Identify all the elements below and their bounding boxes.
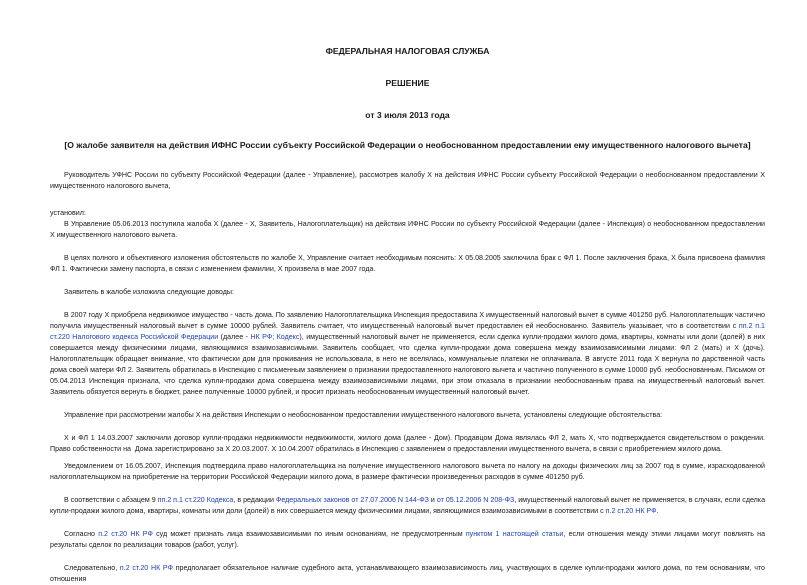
link-nk-220[interactable]: пп.2 п.1 ст.220 Налогового кодекса Российской Федерации [50,322,766,341]
link-p2-st20-conclusion[interactable]: п.2 ст.20 НК РФ [119,564,173,572]
paragraph-circumstances-intro: Управление при рассмотрении жалобы X на действия Инспекции о необоснованном предоставлении имущественного налогового вычета, установлены следующие обстоятельства: [64,411,663,419]
paragraph-arguments-intro: Заявитель в жалобе изложила следующие доводы: [64,288,234,296]
established-label: установил: [50,209,86,217]
paragraph-notification: Уведомлением от 16.05.2007, Инспекция подтвердила право налогоплательщика на получение имущественного налогового вычета по налогу на доходы физических лиц за 2007 год в сумме, израсходованной налогоплательщиком на приобретение на территории Российской Федерации жилого дома, в размере фактически произведенных расходов в сумме 401250 руб. [50,462,765,481]
link-p2-st20[interactable]: п.2 ст.20 НК РФ [605,507,657,515]
paragraph-complaint: В Управление 05.06.2013 поступила жалоба X (далее - X, Заявитель, Налогоплательщик) на действия ИФНС России по субъекту Российской Федерации (далее - Инспекция) о необоснованном предоставлении X имущественного налогового вычета. [50,220,765,239]
document-title: [О жалобе заявителя на действия ИФНС России субъекту Российской Федерации о необоснованном предоставлении ему имущественного налогового вычета] [64,140,751,150]
link-fz-208[interactable]: от 05.12.2006 N 208-ФЗ [436,496,515,504]
agency-name: ФЕДЕРАЛЬНАЯ НАЛОГОВАЯ СЛУЖБА [325,46,490,56]
link-nk-rf[interactable]: НК РФ; Кодекс [250,333,300,341]
document-type: РЕШЕНИЕ [385,78,430,88]
paragraph-explanation: В целях полного и объективного изложения обстоятельств по жалобе X, Управление считает необходимым пояснить: X 05.08.2005 заключила брак с ФЛ 1. После заключения брака, X была присвоена фамилия ФЛ 1. Фактически замену паспорта, в связи с изменением фамилии, X произвела в мае 2007 года. [50,254,765,273]
link-pp2-p1-st220[interactable]: пп.2 п.1 ст.220 Кодекса [157,496,234,504]
link-p2-st20-court[interactable]: п.2 ст.20 НК РФ [98,530,153,538]
document-body [50,170,765,585]
document-date: от 3 июля 2013 года [365,110,450,120]
paragraph-law-220: В соответствии с абзацем 9 пп.2 п.1 ст.220 Кодекса, в редакции Федеральных законов от 27.07.2006 N 144-ФЗ и от 05.12.2006 N 208-ФЗ, имущественный налоговый вычет не применяется, в случаях, если сделка купли-продажи жилого дома, квартиры, комнаты или доли (долей) в них совершается между физическими лицами, являющимися взаимозависимыми в соответствии с п.2 ст.20 НК РФ. [50,496,766,515]
link-fz-144[interactable]: Федеральных законов от 27.07.2006 N 144-ФЗ [275,496,429,504]
link-p1-article[interactable]: пунктом 1 настоящей статьи [465,530,564,538]
paragraph-intro: Руководитель УФНС России по субъекту Российской Федерации (далее - Управление), рассмотрев жалобу X на действия ИФНС России субъекту Российской Федерации о необоснованном предоставлении X имущественного налогового вычета, [50,171,765,190]
paragraph-court: Согласно п.2 ст.20 НК РФ суд может признать лица взаимозависимыми по иным основаниям, не предусмотренным пунктом 1 настоящей статьи, если отношения между этими лицами могут повлиять на результаты сделок по реализации товаров (работ, услуг). [50,530,766,549]
paragraph-conclusion: Следовательно, п.2 ст.20 НК РФ предполагает обязательное наличие судебного акта, устанавливающего взаимозависимость лиц, участвующих в сделке купли-продажи жилого дома, по тем основаниям, что отношения [50,564,766,583]
paragraph-arguments: В 2007 году X приобрела недвижимое имущество - часть дома. По заявлению Налогоплательщика Инспекция предоставила X имущественный налоговый вычет в сумме 401250 руб. Налогоплательщик частично получила имущественный налоговый вычет в сумме 10000 рублей. Заявитель считает, что имущественный налоговый вычет предоставлен ей необоснованно. Заявитель указывает, что в соответствии с пп.2 п.1 ст.220 Налогового кодекса Российской Федерации (далее - НК РФ; Кодекс), имущественный налоговый вычет не применяется, если сделка купли-продажи жилого дома, квартиры, комнаты или доли (долей) в них совершается между физическими лицами, являющимися взаимозависимыми. Заявитель сообщает, что сделка купли-продажи дома совершена между взаимозависимыми лицами: ФЛ 2 (мать) и X (дочь). Налогоплательщик обращает внимание, что фактически дом для проживания не использовала, в него не вселялась, коммунальные платежи не оплачивала. В августе 2011 года X вернула по дарственной часть дома своей матери ФЛ 2. Заявитель обратилась в Инспекцию с письменным заявлением о признании предоставленного налогового вычета и частично полученного в сумме 10000 руб. необоснованным. Письмом от 05.04.2013 Инспекция признала, что сделка купли-продажи дома совершена между взаимозависимыми лицами, при этом отказала в признании необоснованным права на имущественный налоговый вычет. Заявитель обязуется вернуть в бюджет, ранее полученные 10000 рублей, и просит признать необоснованным имущественный налоговый вычет. [50,311,766,396]
paragraph-purchase: X и ФЛ 1 14.03.2007 заключили договор купли-продажи недвижимости недвижимости, жилого дома (далее - Дом). Продавцом Дома являлась ФЛ 2, мать X, что подтверждается свидетельством о рождении. Право собственности на Дома зарегистрировано за X 20.03.2007. X 10.04.2007 обратилась в Инспекцию с заявлением о предоставлении имущественного вычета, в связи с приобретением жилого дома. [50,434,765,453]
